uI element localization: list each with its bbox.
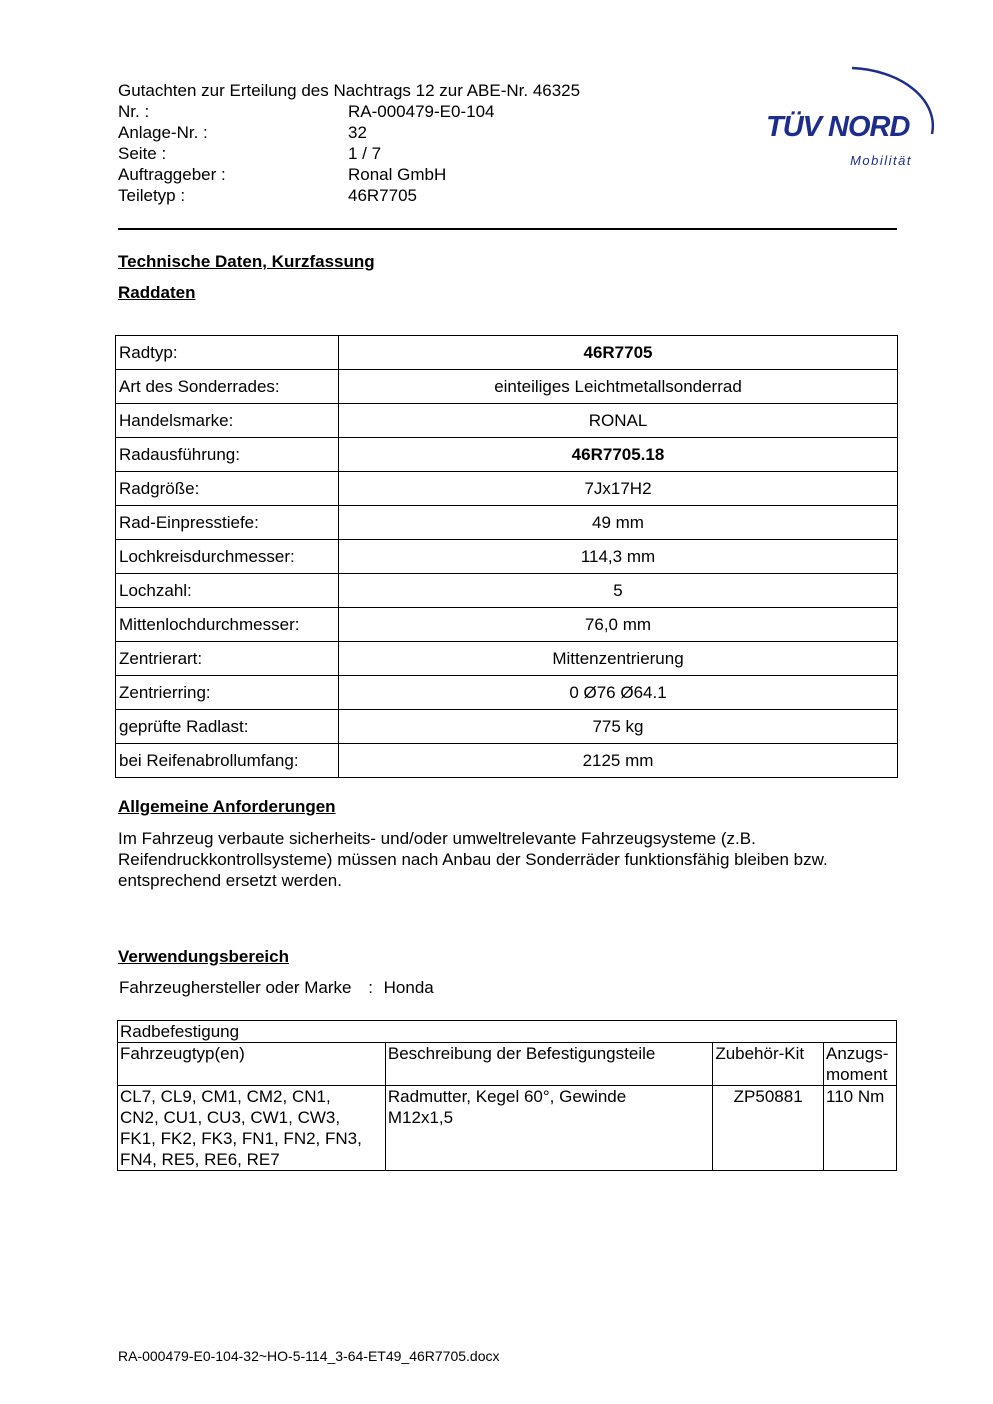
header-label: Auftraggeber :: [118, 165, 226, 184]
row-value: 7Jx17H2: [339, 472, 898, 506]
general-line: Im Fahrzeug verbaute sicherheits- und/oder umweltrelevante Fahrzeugsysteme (z.B.: [118, 829, 756, 848]
table-row: [116, 608, 898, 642]
usage-value: Honda: [383, 978, 434, 997]
type-line: CN2, CU1, CU3, CW1, CW3,: [120, 1108, 341, 1127]
raddaten-title: Raddaten: [118, 283, 196, 302]
column-header-kit: Zubehör-Kit: [713, 1043, 824, 1086]
table-row: [116, 710, 898, 744]
header-label: Seite :: [118, 144, 167, 163]
row-label: Lochkreisdurchmesser:: [116, 540, 339, 574]
cell-kit: ZP50881: [713, 1086, 824, 1171]
row-label: Art des Sonderrades:: [116, 370, 339, 404]
header-label: Teiletyp :: [118, 186, 186, 205]
header-line: Anzugs-: [826, 1044, 889, 1063]
row-value: 5: [339, 574, 898, 608]
header-divider: [118, 228, 897, 230]
row-value: 0 Ø76 Ø64.1: [339, 676, 898, 710]
general-line: entsprechend ersetzt werden.: [118, 871, 342, 890]
header-value: RA-000479-E0-104: [348, 102, 495, 121]
section-title: Technische Daten, Kurzfassung: [118, 252, 375, 271]
column-header-torque: [824, 1043, 897, 1086]
header-value: 46R7705: [348, 186, 418, 205]
wheel-data-table: [115, 335, 898, 778]
header-line: moment: [826, 1065, 888, 1084]
row-value: 46R7705: [339, 336, 898, 370]
row-label: Radausführung:: [116, 438, 339, 472]
table-row: [116, 676, 898, 710]
usage-line: [119, 977, 434, 998]
document-title: Gutachten zur Erteilung des Nachtrags 12 zur ABE-Nr. 46325: [118, 81, 581, 100]
general-title: Allgemeine Anforderungen: [118, 797, 336, 816]
mounting-table: [117, 1020, 897, 1171]
cell-types: [118, 1086, 386, 1171]
table-row: [116, 642, 898, 676]
row-label: Radtyp:: [116, 336, 339, 370]
general-line: Reifendruckkontrollsysteme) müssen nach Anbau der Sonderräder funktionsfähig bleiben bzw.: [118, 850, 828, 869]
table-row: [116, 370, 898, 404]
row-value: 775 kg: [339, 710, 898, 744]
row-label: Lochzahl:: [116, 574, 339, 608]
column-header-description: Beschreibung der Befestigungsteile: [385, 1043, 712, 1086]
row-value: einteiliges Leichtmetallsonderrad: [339, 370, 898, 404]
row-value: 49 mm: [339, 506, 898, 540]
usage-separator: :: [368, 978, 373, 997]
desc-line: Radmutter, Kegel 60°, Gewinde: [387, 1087, 627, 1106]
row-value: 46R7705.18: [339, 438, 898, 472]
type-line: FN4, RE5, RE6, RE7: [120, 1150, 280, 1169]
row-value: 76,0 mm: [339, 608, 898, 642]
table-row: [116, 574, 898, 608]
row-label: bei Reifenabrollumfang:: [116, 744, 339, 778]
row-label: Handelsmarke:: [116, 404, 339, 438]
usage-label: Fahrzeughersteller oder Marke: [119, 978, 352, 997]
mounting-table-title: Radbefestigung: [118, 1021, 897, 1043]
table-row: [116, 540, 898, 574]
type-line: CL7, CL9, CM1, CM2, CN1,: [120, 1087, 331, 1106]
table-row: [116, 744, 898, 778]
tuv-nord-logo: [762, 56, 942, 176]
header-value: Ronal GmbH: [348, 165, 447, 184]
row-value: 2125 mm: [339, 744, 898, 778]
row-value: Mittenzentrierung: [339, 642, 898, 676]
table-header-row: [118, 1043, 897, 1086]
table-row: [116, 472, 898, 506]
table-row: [116, 404, 898, 438]
row-label: Zentrierart:: [116, 642, 339, 676]
table-row: [118, 1086, 897, 1171]
table-row: [116, 336, 898, 370]
row-label: Radgröße:: [116, 472, 339, 506]
table-row: [116, 506, 898, 540]
logo-sub-text: Mobilität: [850, 153, 912, 168]
row-label: geprüfte Radlast:: [116, 710, 339, 744]
row-label: Zentrierring:: [116, 676, 339, 710]
usage-title: Verwendungsbereich: [118, 947, 289, 966]
header-value: 32: [348, 123, 367, 142]
general-text: [118, 828, 908, 891]
column-header-types: Fahrzeugtyp(en): [118, 1043, 386, 1086]
row-label: Rad-Einpresstiefe:: [116, 506, 339, 540]
header-value: 1 / 7: [348, 144, 382, 163]
header-label: Anlage-Nr. :: [118, 123, 208, 142]
header-label: Nr. :: [118, 102, 150, 121]
desc-line: M12x1,5: [387, 1108, 454, 1127]
logo-brand-text: TÜV NORD: [766, 111, 910, 143]
row-label: Mittenlochdurchmesser:: [116, 608, 339, 642]
cell-torque: 110 Nm: [824, 1086, 897, 1171]
cell-description: [385, 1086, 712, 1171]
row-value: 114,3 mm: [339, 540, 898, 574]
type-line: FK1, FK2, FK3, FN1, FN2, FN3,: [120, 1129, 362, 1148]
row-value: RONAL: [339, 404, 898, 438]
table-row: [116, 438, 898, 472]
footer-filename: RA-000479-E0-104-32~HO-5-114_3-64-ET49_46R7705.docx: [118, 1348, 500, 1364]
table-title-row: [118, 1021, 897, 1043]
